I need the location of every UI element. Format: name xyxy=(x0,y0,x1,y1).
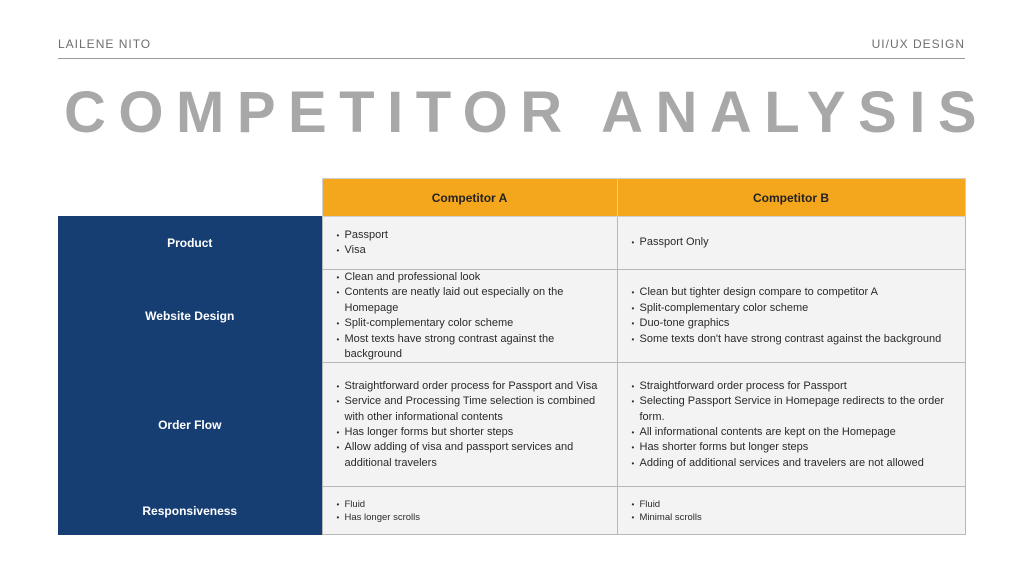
list-item: • Visa xyxy=(337,243,613,258)
list-item: • Some texts don't have strong contrast against the background xyxy=(632,332,961,347)
list-item: • Passport Only xyxy=(632,235,961,250)
cell-product-b xyxy=(617,217,965,270)
table-row xyxy=(58,217,965,270)
section-label: UI/UX DESIGN xyxy=(871,37,965,51)
list-item: • Minimal scrolls xyxy=(632,511,961,524)
column-header-competitor-b: Competitor B xyxy=(617,179,965,217)
list-item: • Clean but tighter design compare to competitor A xyxy=(632,285,961,300)
list-item: • Most texts have strong contrast against the background xyxy=(337,332,613,363)
cell-flow-a xyxy=(322,363,617,487)
list-item: • Duo-tone graphics xyxy=(632,316,961,331)
list-item: • Selecting Passport Service in Homepage redirects to the order form. xyxy=(632,394,961,425)
row-header-product: Product xyxy=(58,217,322,270)
table-row xyxy=(58,270,965,363)
column-header-competitor-a: Competitor A xyxy=(322,179,617,217)
list-item: • Passport xyxy=(337,228,613,243)
header-divider xyxy=(58,58,965,59)
competitor-table xyxy=(58,178,966,535)
table-row xyxy=(58,363,965,487)
list-item: • Adding of additional services and travelers are not allowed xyxy=(632,456,961,471)
cell-responsiveness-b xyxy=(617,487,965,535)
list-item: • Clean and professional look xyxy=(337,270,613,285)
list-item: • Contents are neatly laid out especially on the Homepage xyxy=(337,285,613,316)
list-item: • Split-complementary color scheme xyxy=(632,301,961,316)
author-label: LAILENE NITO xyxy=(58,37,152,51)
cell-design-a xyxy=(322,270,617,363)
cell-responsiveness-a xyxy=(322,487,617,535)
table-row xyxy=(58,487,965,535)
list-item: • Split-complementary color scheme xyxy=(337,316,613,331)
cell-flow-b xyxy=(617,363,965,487)
row-header-website-design: Website Design xyxy=(58,270,322,363)
list-item: • Has shorter forms but longer steps xyxy=(632,440,961,455)
row-header-order-flow: Order Flow xyxy=(58,363,322,487)
cell-product-a xyxy=(322,217,617,270)
list-item: • Allow adding of visa and passport services and additional travelers xyxy=(337,440,613,471)
cell-design-b xyxy=(617,270,965,363)
list-item: • Straightforward order process for Passport and Visa xyxy=(337,379,613,394)
table-header-row xyxy=(58,179,965,217)
page-title: COMPETITOR ANALYSIS xyxy=(64,80,990,145)
list-item: • Fluid xyxy=(337,498,613,511)
table-corner xyxy=(58,179,322,217)
list-item: • All informational contents are kept on the Homepage xyxy=(632,425,961,440)
list-item: • Has longer scrolls xyxy=(337,511,613,524)
list-item: • Fluid xyxy=(632,498,961,511)
row-header-responsiveness: Responsiveness xyxy=(58,487,322,535)
list-item: • Has longer forms but shorter steps xyxy=(337,425,613,440)
list-item: • Service and Processing Time selection is combined with other informational contents xyxy=(337,394,613,425)
list-item: • Straightforward order process for Passport xyxy=(632,379,961,394)
